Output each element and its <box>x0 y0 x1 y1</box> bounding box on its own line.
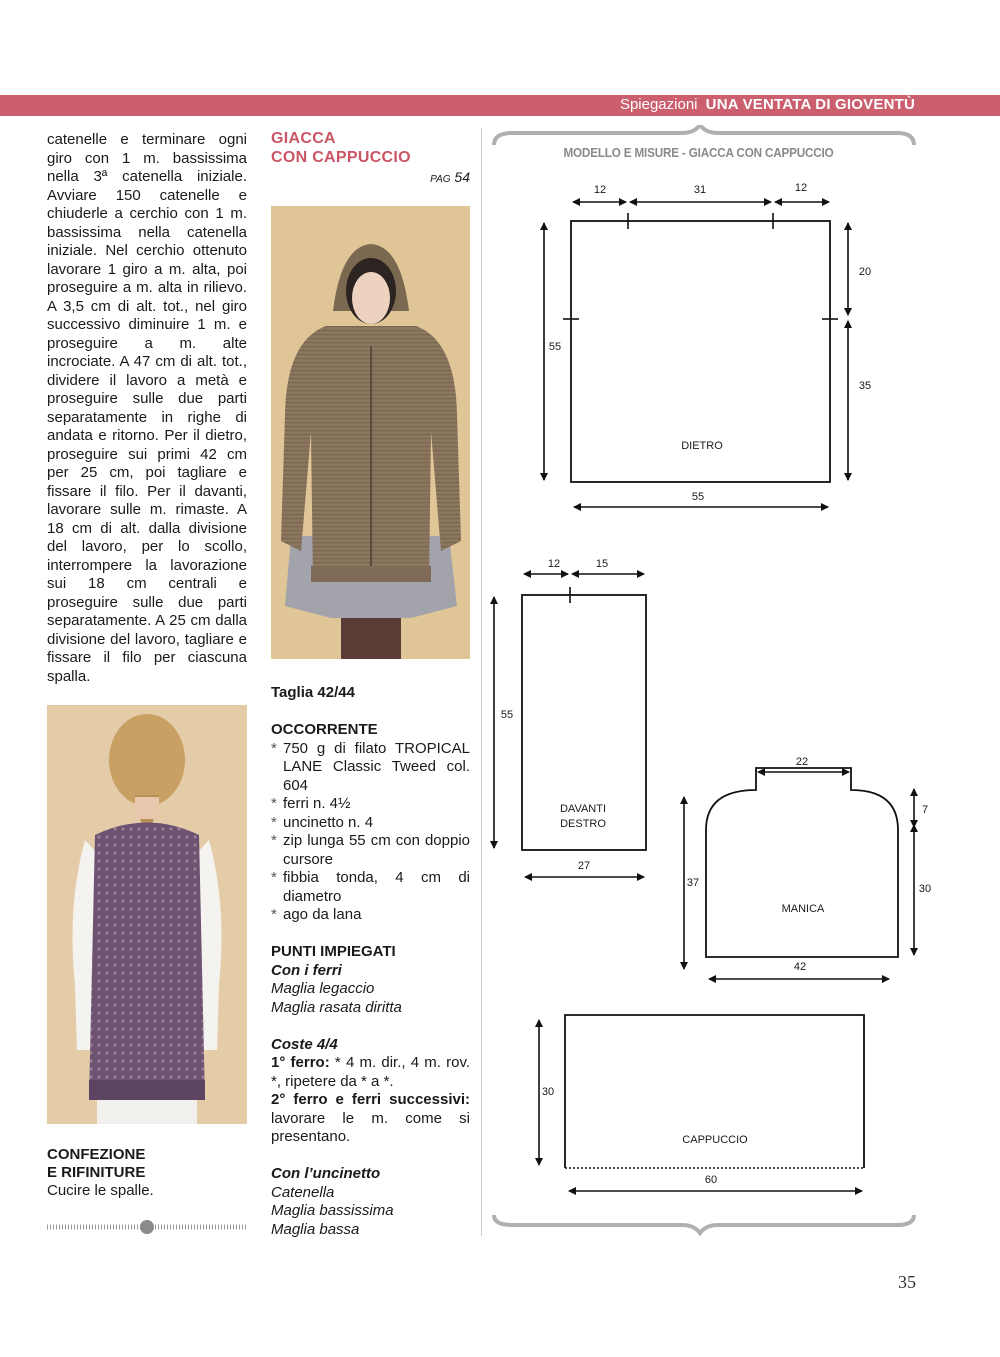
column-2-details <box>271 684 470 1239</box>
manica-right-upper: 7 <box>921 804 929 816</box>
dietro-right-lower: 35 <box>858 380 872 392</box>
uncinetto-item: Maglia bassissima <box>271 1202 394 1219</box>
diagram-title: MODELLO E MISURE - GIACCA CON CAPPUCCIO <box>563 145 834 160</box>
confezione-text: Cucire le spalle. <box>47 1182 154 1199</box>
dietro-top-right: 12 <box>794 182 808 194</box>
header-text <box>620 96 915 113</box>
coste-title: Coste 4/4 <box>271 1035 338 1053</box>
ferri-item: Maglia rasata diritta <box>271 998 402 1016</box>
dietro-top-mid: 31 <box>693 184 707 196</box>
dietro-bottom: 55 <box>691 491 705 503</box>
davanti-left: 55 <box>500 709 514 721</box>
cappuccio-left: 30 <box>541 1086 555 1098</box>
confezione-title-1: CONFEZIONE <box>47 1146 146 1163</box>
list-item: * ferri n. 4½ <box>271 795 351 812</box>
confezione-section <box>47 1146 247 1200</box>
manica-left: 37 <box>686 877 700 889</box>
dietro-label: DIETRO <box>681 440 723 452</box>
uncinetto-item: Maglia bassa <box>271 1220 360 1238</box>
column-2-header <box>271 129 470 190</box>
list-item: * 750 g di filato TROPICAL LANE Classic Tweed col. 604 <box>271 739 470 794</box>
confezione-title-2: E RIFINITURE <box>47 1164 146 1181</box>
dietro-top-left: 12 <box>593 184 607 196</box>
dotted-divider <box>47 1220 247 1234</box>
instructions-paragraph: catenelle e terminare ogni giro con 1 m. bassissima nella 3ª catenella iniziale. Avviare 150 catenelle e chiuderle a cerchio con 1 m. bassissima nella catenella iniziale. Nel cerchio ottenuto lavorare 1 giro a m. alta, poi proseguire a m. alta in rilievo. A 3,5 cm di alt. tot., nel giro successivo diminuire 1 m. e proseguire a m. alte incrociate. A 47 cm di alt. tot., dividere il lavoro a metà e proseguire sulle due parti separatamente in righe di andata e ritorno. Per il dietro, proseguire sui primi 42 cm per 25 cm, poi tagliare e fissare il filo. Per il davanti, lavorare sulle m. rimaste. A 18 cm di alt. dalla divisione del lavoro, per lo scollo, interrompere la lavorazione sui 18 cm centrali e proseguire sulle due parti separatamente. A 25 cm dalla divisione del lavoro, tagliare e fissare il filo per ciascuna spalla. <box>47 131 247 685</box>
occorrente-list <box>271 740 470 925</box>
jacket-model-photo <box>271 206 470 659</box>
davanti-top-left: 12 <box>547 558 561 570</box>
davanti-bottom: 27 <box>577 860 591 872</box>
uncinetto-item: Catenella <box>271 1183 335 1201</box>
manica-right-lower: 30 <box>918 883 932 895</box>
header-section: Spiegazioni <box>619 96 698 113</box>
davanti-top-right: 15 <box>595 558 609 570</box>
pag-number: 54 <box>454 169 470 185</box>
punti-title: PUNTI IMPIEGATI <box>271 943 396 960</box>
ferri-item: Maglia legaccio <box>271 980 375 997</box>
occorrente-title: OCCORRENTE <box>271 721 378 738</box>
project-title-1: GIACCA <box>271 130 336 147</box>
taglia: Taglia 42/44 <box>271 684 355 701</box>
pag-label: PAG <box>430 174 451 185</box>
uncinetto-title: Con l’uncinetto <box>271 1165 381 1182</box>
coste-row-1: 1° ferro: * 4 m. dir., 4 m. rov. *, ripetere da * a *. <box>271 1054 471 1090</box>
vest-back-photo <box>47 705 247 1124</box>
column-1-text <box>47 131 247 686</box>
coste-row-2: 2° ferro e ferri successivi: lavorare le m. come si presentano. <box>271 1091 470 1145</box>
list-item: * fibbia tonda, 4 cm di diametro <box>271 869 470 905</box>
list-item: * ago da lana <box>271 906 362 923</box>
page-number: 35 <box>898 1272 916 1292</box>
dietro-right-upper: 20 <box>858 266 872 278</box>
ferri-title: Con i ferri <box>271 961 342 979</box>
list-item: * uncinetto n. 4 <box>271 813 374 831</box>
page-reference <box>271 168 470 190</box>
manica-bottom: 42 <box>793 961 807 973</box>
davanti-label-2: DESTRO <box>560 818 606 830</box>
project-title-2: CON CAPPUCCIO <box>271 149 411 166</box>
cappuccio-label: CAPPUCCIO <box>682 1134 748 1146</box>
pattern-diagram <box>482 125 932 1240</box>
manica-top: 22 <box>795 756 809 768</box>
list-item: * zip lunga 55 cm con doppio cursore <box>271 832 470 868</box>
header-title: UNA VENTATA DI GIOVENTÙ <box>705 96 915 113</box>
dietro-left: 55 <box>548 341 562 353</box>
diagram-drawing <box>482 125 932 1240</box>
cappuccio-bottom: 60 <box>704 1174 718 1186</box>
davanti-label-1: DAVANTI <box>559 803 607 815</box>
header-band <box>0 95 1000 116</box>
manica-label: MANICA <box>781 903 825 915</box>
